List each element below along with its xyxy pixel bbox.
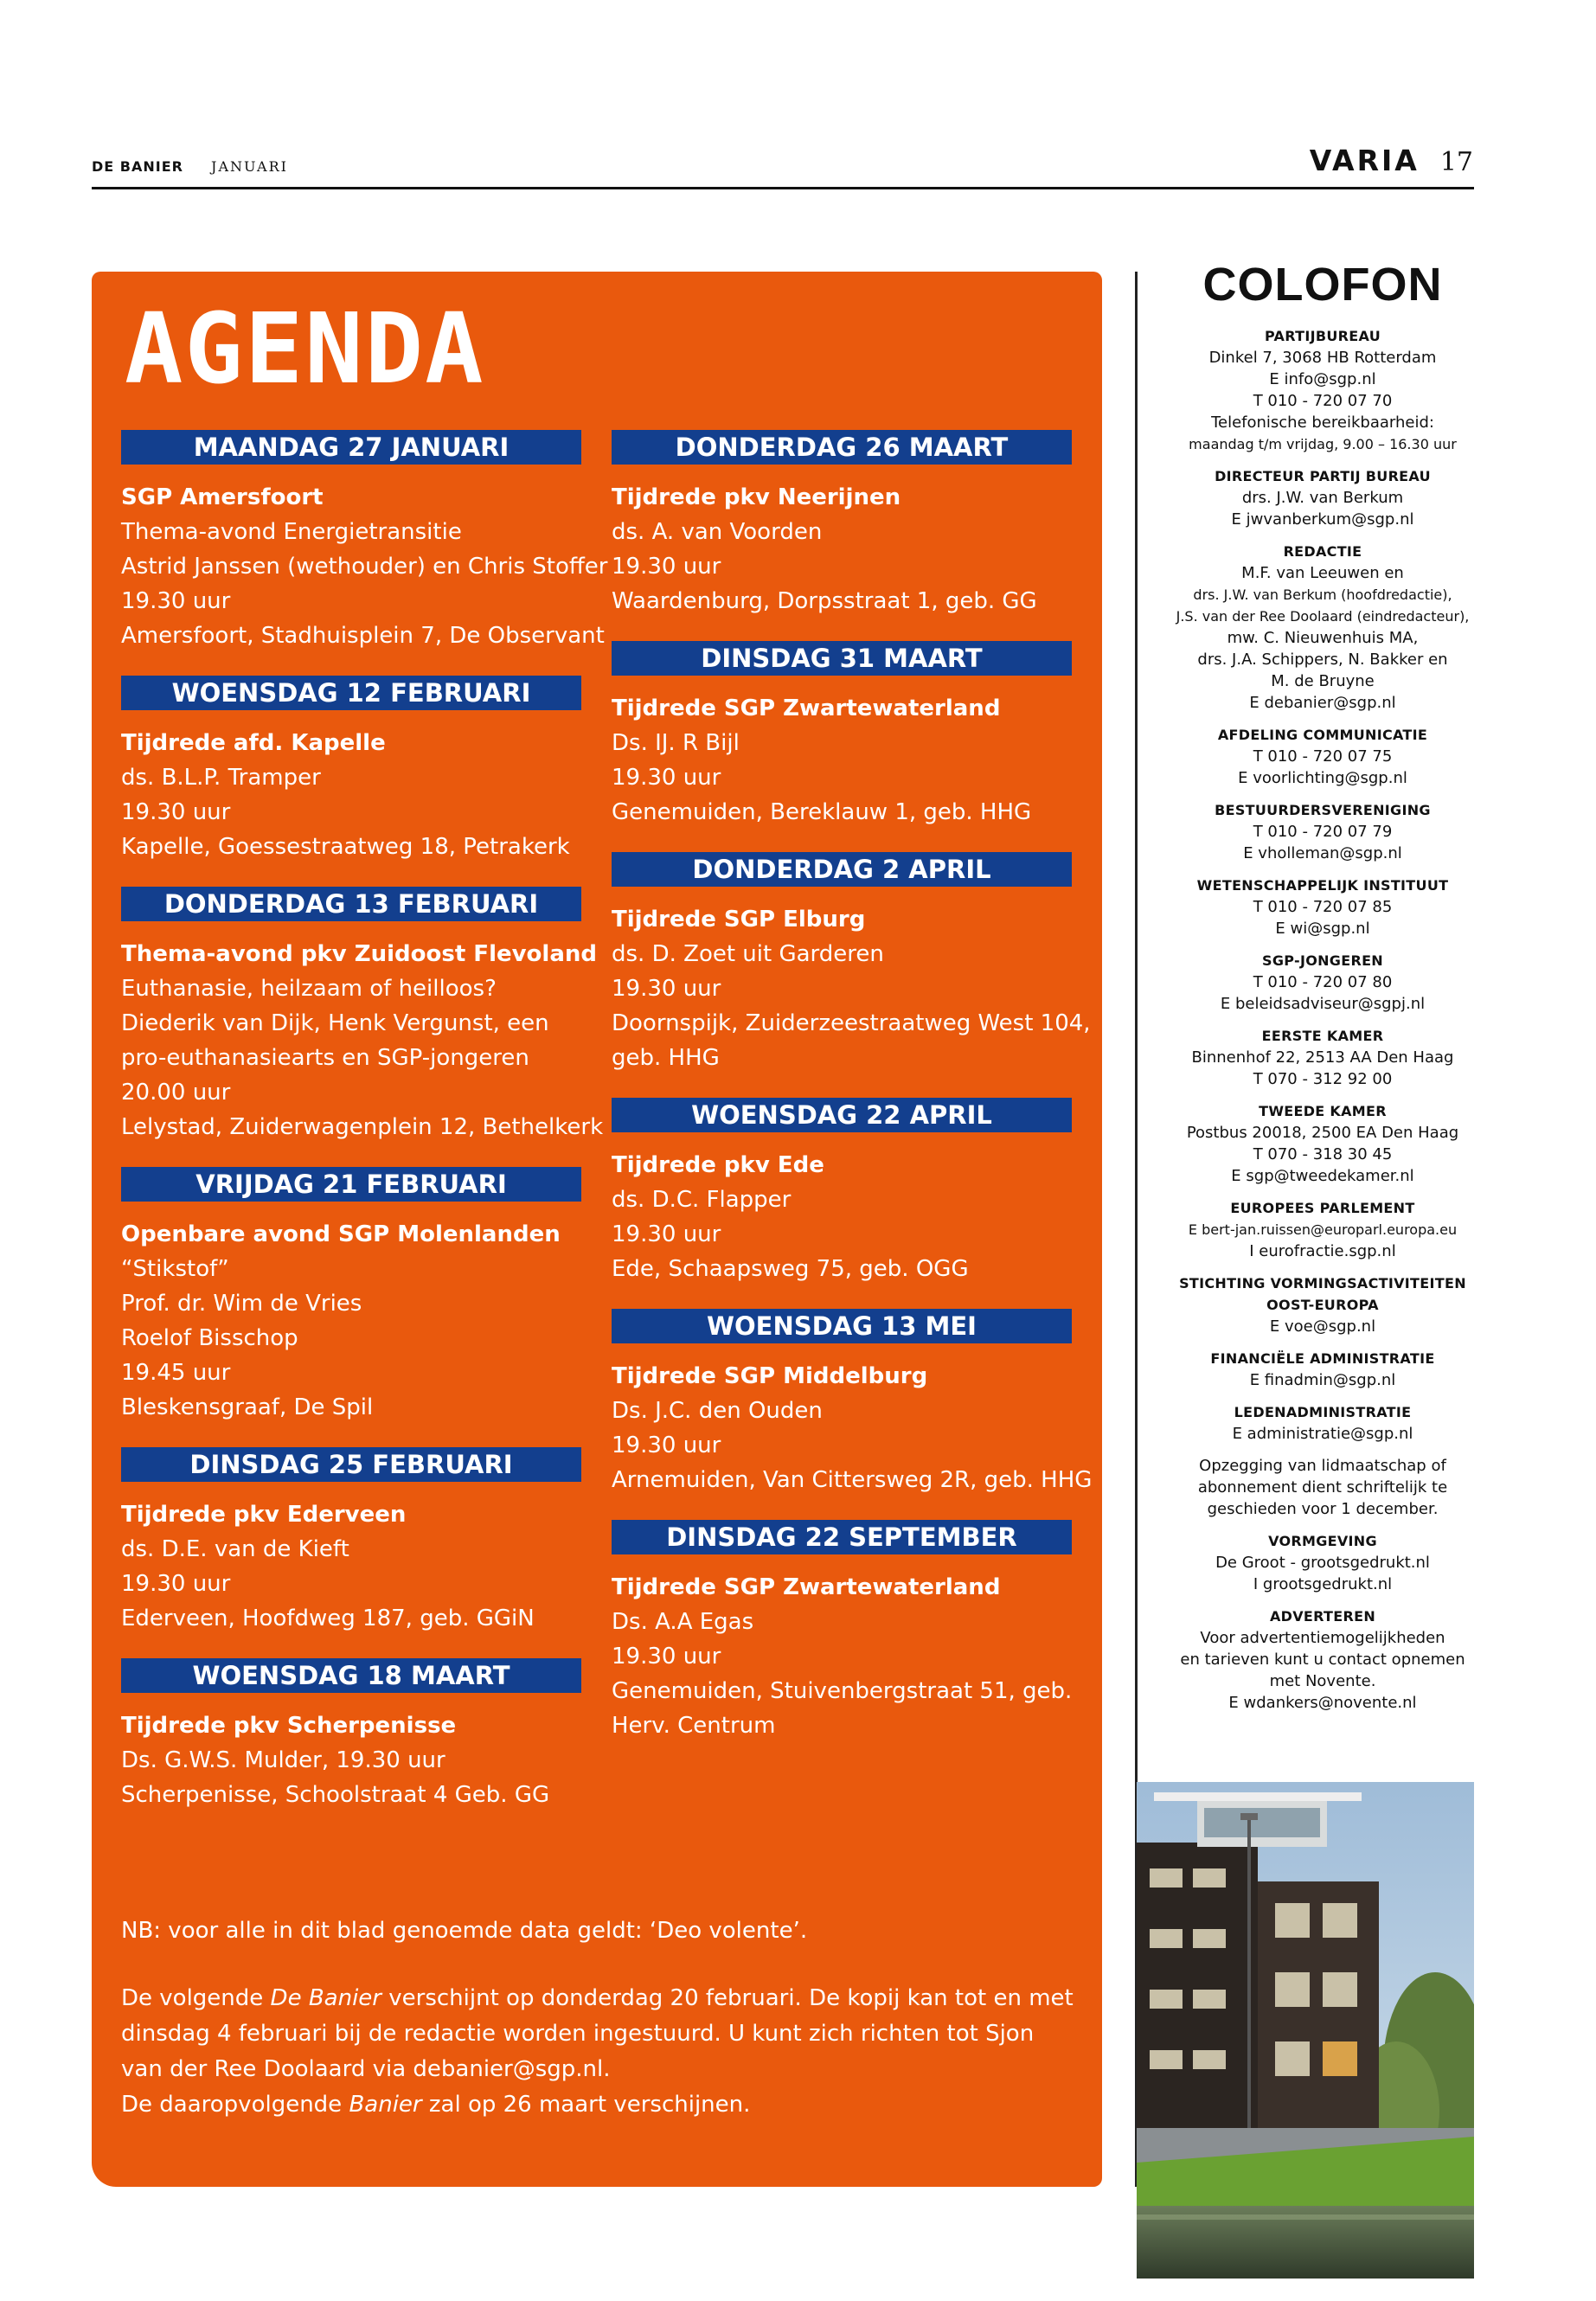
colofon-line: I eurofractie.sgp.nl — [1249, 1242, 1396, 1260]
section-title: VARIA — [1309, 144, 1420, 177]
deo-volente-note: NB: voor alle in dit blad genoemde data geldt: ‘Deo volente’. — [121, 1918, 808, 1944]
colofon-block-tweede-kamer — [1159, 1100, 1486, 1187]
event-detail-line: Genemuiden, Stuivenbergstraat 51, geb. — [612, 1678, 1073, 1704]
event-date-bar: DINSDAG 22 SEPTEMBER — [612, 1520, 1072, 1554]
event-detail-line: Ds. IJ. R Bijl — [612, 730, 740, 756]
event-detail-line: Genemuiden, Bereklauw 1, geb. HHG — [612, 799, 1032, 825]
event-detail-line: Ds. G.W.S. Mulder, 19.30 uur — [121, 1747, 445, 1773]
event-date-bar: MAANDAG 27 JANUARI — [121, 430, 581, 465]
event-title: Tijdrede SGP Zwartewaterland — [612, 1574, 1001, 1600]
agenda-panel — [92, 272, 1102, 2187]
colofon-label: VORMGEVING — [1268, 1533, 1377, 1549]
colofon-label: PARTIJBUREAU — [1265, 328, 1381, 344]
colofon-line: De Groot - grootsgedrukt.nl — [1215, 1554, 1430, 1572]
colofon-line: Opzegging van lidmaatschap of — [1199, 1457, 1446, 1475]
next-issue-notice — [121, 1981, 1081, 2123]
event-date-bar: WOENSDAG 13 MEI — [612, 1309, 1072, 1343]
colofon-label: EUROPEES PARLEMENT — [1230, 1200, 1415, 1216]
colofon-block-vormgeving — [1159, 1530, 1486, 1595]
colofon-label: EERSTE KAMER — [1261, 1028, 1384, 1044]
event-detail-line: geb. HHG — [612, 1045, 720, 1071]
colofon-line: E voe@sgp.nl — [1269, 1317, 1376, 1336]
event-detail-line: Thema-avond Energietransitie — [121, 519, 462, 545]
event-date-bar: WOENSDAG 12 FEBRUARI — [121, 676, 581, 710]
colofon-line: geschieden voor 1 december. — [1207, 1500, 1439, 1518]
event-detail-line: 19.30 uur — [612, 765, 721, 791]
colofon — [1159, 258, 1486, 1724]
agenda-event — [612, 641, 1072, 830]
agenda-event — [121, 1167, 581, 1425]
event-title: Tijdrede pkv Scherpenisse — [121, 1713, 457, 1739]
event-title: Tijdrede afd. Kapelle — [121, 730, 386, 756]
header-rule — [92, 187, 1474, 189]
colofon-line: E bert-jan.ruissen@europarl.europa.eu — [1188, 1221, 1458, 1238]
event-detail-line: Ederveen, Hoofdweg 187, geb. GGiN — [121, 1606, 535, 1631]
agenda-title: AGENDA — [125, 293, 485, 406]
event-detail-line: Prof. dr. Wim de Vries — [121, 1291, 362, 1317]
colofon-block-afdeling-communicatie — [1159, 724, 1486, 789]
colofon-blocks — [1159, 325, 1486, 1714]
agenda-event — [612, 430, 1072, 619]
colofon-block-europees-parlement — [1159, 1197, 1486, 1262]
event-detail-line: ds. A. van Voorden — [612, 519, 823, 545]
colofon-label: WETENSCHAPPELIJK INSTITUUT — [1196, 877, 1449, 894]
event-date-bar: DONDERDAG 2 APRIL — [612, 852, 1072, 887]
event-detail-line: Ede, Schaapsweg 75, geb. OGG — [612, 1256, 969, 1282]
colofon-line: E vholleman@sgp.nl — [1243, 844, 1402, 862]
issue-month: JANUARI — [211, 158, 288, 175]
agenda-event — [121, 676, 581, 864]
colofon-block-stichting-vormingsactiviteiten-oost-europa — [1159, 1272, 1486, 1337]
colofon-label: ADVERTEREN — [1269, 1608, 1376, 1625]
event-detail-line: 19.30 uur — [121, 1571, 231, 1597]
event-detail-line: 19.30 uur — [612, 976, 721, 1002]
colofon-block-adverteren — [1159, 1606, 1486, 1714]
colofon-line: E beleidsadviseur@sgpj.nl — [1220, 995, 1426, 1013]
colofon-line: T 010 - 720 07 75 — [1253, 747, 1393, 766]
event-detail-line: “Stikstof” — [121, 1256, 229, 1282]
event-date-bar: DINSDAG 31 MAART — [612, 641, 1072, 676]
agenda-event — [121, 1658, 581, 1812]
event-detail-line: 20.00 uur — [121, 1080, 231, 1106]
colofon-label: TWEEDE KAMER — [1259, 1103, 1387, 1119]
event-detail-line: 19.30 uur — [612, 554, 721, 580]
following-issue-paragraph: De daaropvolgende Banier zal op 26 maart verschijnen. — [121, 2092, 751, 2118]
colofon-line: T 070 - 312 92 00 — [1253, 1070, 1393, 1088]
colofon-line: T 010 - 720 07 80 — [1253, 973, 1393, 991]
running-header-right — [1310, 144, 1473, 177]
running-header-left — [92, 158, 288, 175]
event-detail-line: pro-euthanasiearts en SGP-jongeren — [121, 1045, 529, 1071]
agenda-event — [612, 1309, 1093, 1497]
party-office-photo — [1137, 1782, 1474, 2279]
event-title: Tijdrede SGP Elburg — [612, 907, 866, 933]
colofon-line: mw. C. Nieuwenhuis MA, — [1227, 629, 1419, 647]
colofon-line: met Novente. — [1269, 1672, 1376, 1690]
colofon-line: Telefonische bereikbaarheid: — [1211, 413, 1434, 432]
agenda-event — [612, 852, 1091, 1075]
colofon-label: FINANCIËLE ADMINISTRATIE — [1210, 1350, 1435, 1367]
event-date-bar: WOENSDAG 18 MAART — [121, 1658, 581, 1693]
event-detail-line: 19.30 uur — [612, 1433, 721, 1458]
colofon-block-note — [1159, 1455, 1486, 1520]
colofon-line: T 070 - 318 30 45 — [1253, 1145, 1393, 1163]
colofon-line: J.S. van der Ree Doolaard (eindredacteur), — [1176, 608, 1470, 625]
colofon-line: Voor advertentiemogelijkheden — [1200, 1629, 1445, 1647]
colofon-line: abonnement dient schriftelijk te — [1197, 1478, 1448, 1497]
event-title: Tijdrede SGP Zwartewaterland — [612, 695, 1001, 721]
colofon-title: COLOFON — [1202, 259, 1443, 311]
event-detail-line: 19.30 uur — [121, 588, 231, 614]
colofon-block-directeur-partij-bureau — [1159, 465, 1486, 530]
agenda-event — [121, 887, 604, 1144]
colofon-line: E info@sgp.nl — [1269, 370, 1376, 388]
event-detail-line: Arnemuiden, Van Cittersweg 2R, geb. HHG — [612, 1467, 1093, 1493]
event-title: Thema-avond pkv Zuidoost Flevoland — [121, 941, 597, 967]
colofon-line: E wi@sgp.nl — [1275, 920, 1370, 938]
event-detail-line: Astrid Janssen (wethouder) en Chris Stoffer — [121, 554, 608, 580]
event-detail-line: ds. D.C. Flapper — [612, 1187, 792, 1213]
colofon-line: E wdankers@novente.nl — [1228, 1694, 1417, 1712]
event-detail-line: Doornspijk, Zuiderzeestraatweg West 104, — [612, 1010, 1091, 1036]
colofon-line: T 010 - 720 07 70 — [1253, 392, 1393, 410]
event-date-bar: WOENSDAG 22 APRIL — [612, 1098, 1072, 1132]
colofon-line: en tarieven kunt u contact opnemen — [1180, 1650, 1465, 1669]
colofon-line: E sgp@tweedekamer.nl — [1231, 1167, 1414, 1185]
event-detail-line: Bleskensgraaf, De Spil — [121, 1394, 374, 1420]
event-title: SGP Amersfoort — [121, 484, 324, 510]
agenda-left-column — [121, 430, 608, 1835]
colofon-line: drs. J.A. Schippers, N. Bakker en — [1197, 651, 1448, 669]
colofon-label: LEDENADMINISTRATIE — [1234, 1404, 1412, 1420]
event-date-bar: DONDERDAG 26 MAART — [612, 430, 1072, 465]
colofon-block-redactie — [1159, 541, 1486, 714]
event-title: Tijdrede pkv Neerijnen — [612, 484, 901, 510]
event-detail-line: Herv. Centrum — [612, 1713, 776, 1739]
colofon-line: E debanier@sgp.nl — [1249, 694, 1396, 712]
event-title: Openbare avond SGP Molenlanden — [121, 1221, 561, 1247]
colofon-label: AFDELING COMMUNICATIE — [1217, 727, 1428, 743]
event-detail-line: 19.30 uur — [612, 1221, 721, 1247]
event-date-bar: VRIJDAG 21 FEBRUARI — [121, 1167, 581, 1202]
event-detail-line: Diederik van Dijk, Henk Vergunst, een — [121, 1010, 549, 1036]
magazine-name: DE BANIER — [92, 158, 183, 175]
event-detail-line: Ds. A.A Egas — [612, 1609, 754, 1635]
colofon-line: I grootsgedrukt.nl — [1253, 1575, 1393, 1593]
agenda-event — [121, 430, 608, 653]
event-detail-line: 19.45 uur — [121, 1360, 231, 1386]
colofon-block-bestuurdersvereniging — [1159, 799, 1486, 864]
event-detail-line: Roelof Bisschop — [121, 1325, 298, 1351]
next-issue-paragraph: De volgende De Banier verschijnt op donderdag 20 februari. De kopij kan tot en met dinsdag 4 februari bij de redactie worden ingestuurd. U kunt zich richten tot Sjon van der Ree Doolaard via debanier@sgp.nl. — [121, 1985, 1074, 2082]
event-date-bar: DINSDAG 25 FEBRUARI — [121, 1447, 581, 1482]
colofon-line: maandag t/m vrijdag, 9.00 – 16.30 uur — [1189, 436, 1457, 452]
colofon-line: T 010 - 720 07 85 — [1253, 898, 1393, 916]
page-number: 17 — [1439, 147, 1473, 177]
colofon-label: SGP-JONGEREN — [1262, 952, 1383, 969]
colofon-label: DIRECTEUR PARTIJ BUREAU — [1215, 468, 1431, 484]
colofon-line: M.F. van Leeuwen en — [1241, 564, 1404, 582]
building-illustration — [1137, 1782, 1474, 2279]
agenda-event — [121, 1447, 581, 1636]
colofon-block-wetenschappelijk-instituut — [1159, 875, 1486, 939]
event-detail-line: Ds. J.C. den Ouden — [612, 1398, 823, 1424]
colofon-line: Binnenhof 22, 2513 AA Den Haag — [1191, 1048, 1454, 1067]
colofon-line: E jwvanberkum@sgp.nl — [1231, 510, 1414, 529]
event-detail-line: Waardenburg, Dorpsstraat 1, geb. GG — [612, 588, 1037, 614]
event-detail-line: ds. B.L.P. Tramper — [121, 765, 321, 791]
colofon-line: E finadmin@sgp.nl — [1249, 1371, 1396, 1389]
colofon-block-eerste-kamer — [1159, 1025, 1486, 1090]
event-detail-line: ds. D.E. van de Kieft — [121, 1536, 349, 1562]
event-detail-line: Scherpenisse, Schoolstraat 4 Geb. GG — [121, 1782, 550, 1808]
event-title: Tijdrede SGP Middelburg — [612, 1363, 928, 1389]
colofon-line: E administratie@sgp.nl — [1232, 1425, 1413, 1443]
colofon-line: drs. J.W. van Berkum — [1241, 489, 1404, 507]
colofon-block-partijbureau — [1159, 325, 1486, 455]
colofon-label: OOST-EUROPA — [1266, 1297, 1379, 1313]
event-detail-line: ds. D. Zoet uit Garderen — [612, 941, 884, 967]
colofon-line: E voorlichting@sgp.nl — [1238, 769, 1407, 787]
colofon-label: STICHTING VORMINGSACTIVITEITEN — [1179, 1275, 1466, 1292]
colofon-line: M. de Bruyne — [1271, 672, 1375, 690]
event-detail-line: Lelystad, Zuiderwagenplein 12, Bethelkerk — [121, 1114, 604, 1140]
colofon-line: drs. J.W. van Berkum (hoofdredactie), — [1193, 586, 1452, 603]
event-detail-line: Amersfoort, Stadhuisplein 7, De Observant — [121, 623, 605, 649]
colofon-line: T 010 - 720 07 79 — [1253, 823, 1393, 841]
agenda-right-column — [612, 430, 1093, 1766]
event-date-bar: DONDERDAG 13 FEBRUARI — [121, 887, 581, 921]
colofon-block-financi-le-administratie — [1159, 1348, 1486, 1391]
event-detail-line: Euthanasie, heilzaam of heilloos? — [121, 976, 497, 1002]
colofon-label: BESTUURDERSVERENIGING — [1215, 802, 1431, 818]
colofon-block-ledenadministratie — [1159, 1401, 1486, 1445]
agenda-event — [612, 1098, 1072, 1286]
agenda-event — [612, 1520, 1072, 1743]
event-detail-line: 19.30 uur — [121, 799, 231, 825]
colofon-label: REDACTIE — [1283, 543, 1362, 560]
event-title: Tijdrede pkv Ede — [612, 1152, 824, 1178]
colofon-line: Dinkel 7, 3068 HB Rotterdam — [1208, 349, 1437, 367]
event-title: Tijdrede pkv Ederveen — [121, 1502, 407, 1528]
event-detail-line: Kapelle, Goessestraatweg 18, Petrakerk — [121, 834, 570, 860]
colofon-line: Postbus 20018, 2500 EA Den Haag — [1186, 1124, 1459, 1142]
colofon-block-sgp-jongeren — [1159, 950, 1486, 1015]
event-detail-line: 19.30 uur — [612, 1644, 721, 1670]
